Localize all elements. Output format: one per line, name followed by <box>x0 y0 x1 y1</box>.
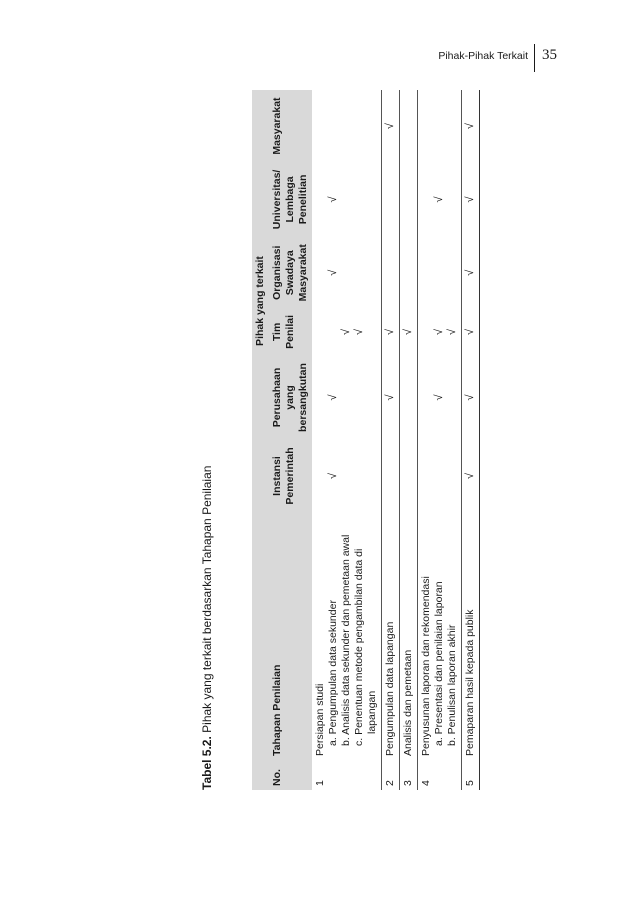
header-stage: Tahapan Penilaian <box>269 512 312 760</box>
stage-cell: Penyusunan laporan dan rekomendasi a. Presentasi dan penilaian laporan b. Penulisan laporan akhir <box>418 512 462 760</box>
caption-text: Pihak yang terkait berdasarkan Tahapan Penilaian <box>200 465 214 737</box>
row-number: 1 <box>312 760 382 790</box>
check-cell <box>382 440 400 512</box>
row-number: 2 <box>382 760 400 790</box>
stage-cell: Analisis dan pemetaan <box>400 512 418 760</box>
stage-cell: Pengumpulan data lapangan <box>382 512 400 760</box>
stakeholder-table <box>252 90 480 790</box>
check-cell <box>418 440 462 512</box>
table-group-header-row <box>252 90 269 790</box>
check-cell <box>400 440 418 512</box>
header-tim: Tim Penilai <box>269 309 312 355</box>
caption-label: Tabel 5.2. <box>200 736 214 790</box>
check-cell: √ <box>418 355 462 440</box>
check-cell: √ <box>462 355 480 440</box>
running-header <box>0 44 638 68</box>
check-cell: √ <box>462 162 480 237</box>
stage-cell: Persiapan studi a. Pengumpulan data sekunder b. Analisis data sekunder dan pemetaan awal c. Penentuan metode pengambilan data di lapangan <box>312 512 382 760</box>
group-header: Pihak yang terkait <box>252 90 269 512</box>
header-perusahaan: Perusahaan yang bersangkutan <box>269 355 312 440</box>
table-header-row <box>269 90 312 790</box>
check-cell: √ √ <box>312 309 382 355</box>
check-cell: √ <box>382 90 400 162</box>
header-instansi: Instansi Pemerintah <box>269 440 312 512</box>
table-row <box>462 90 480 790</box>
header-divider <box>534 44 535 72</box>
check-cell: √ <box>312 237 382 309</box>
table-row <box>400 90 418 790</box>
check-cell: √ <box>462 90 480 162</box>
header-ormas: Organisasi Swadaya Masyarakat <box>269 237 312 309</box>
page-number: 35 <box>542 47 557 63</box>
check-cell <box>400 355 418 440</box>
check-cell <box>312 90 382 162</box>
check-cell: √ <box>312 355 382 440</box>
check-cell <box>400 90 418 162</box>
check-cell <box>418 90 462 162</box>
check-cell: √ <box>418 162 462 237</box>
row-number: 3 <box>400 760 418 790</box>
stage-cell: Pemaparan hasil kepada publik <box>462 512 480 760</box>
check-cell <box>382 237 400 309</box>
running-header-title: Pihak-Pihak Terkait <box>438 50 528 62</box>
check-cell: √ <box>382 355 400 440</box>
row-number: 5 <box>462 760 480 790</box>
row-number: 4 <box>418 760 462 790</box>
check-cell: √ <box>462 440 480 512</box>
check-cell: √ <box>462 309 480 355</box>
table-row <box>418 90 462 790</box>
table-caption <box>200 466 214 790</box>
check-cell: √ <box>400 309 418 355</box>
check-cell: √ <box>462 237 480 309</box>
check-cell: √ <box>382 309 400 355</box>
table-row <box>382 90 400 790</box>
header-universitas: Universitas/ Lembaga Penelitian <box>269 162 312 237</box>
check-cell <box>400 162 418 237</box>
header-masyarakat: Masyarakat <box>269 90 312 162</box>
check-cell <box>400 237 418 309</box>
check-cell: √ <box>312 440 382 512</box>
rotated-table-block <box>200 90 500 790</box>
header-no: No. <box>269 760 312 790</box>
table-row <box>312 90 382 790</box>
check-cell: √ √ <box>418 309 462 355</box>
check-cell <box>418 237 462 309</box>
check-cell: √ <box>312 162 382 237</box>
check-cell <box>382 162 400 237</box>
